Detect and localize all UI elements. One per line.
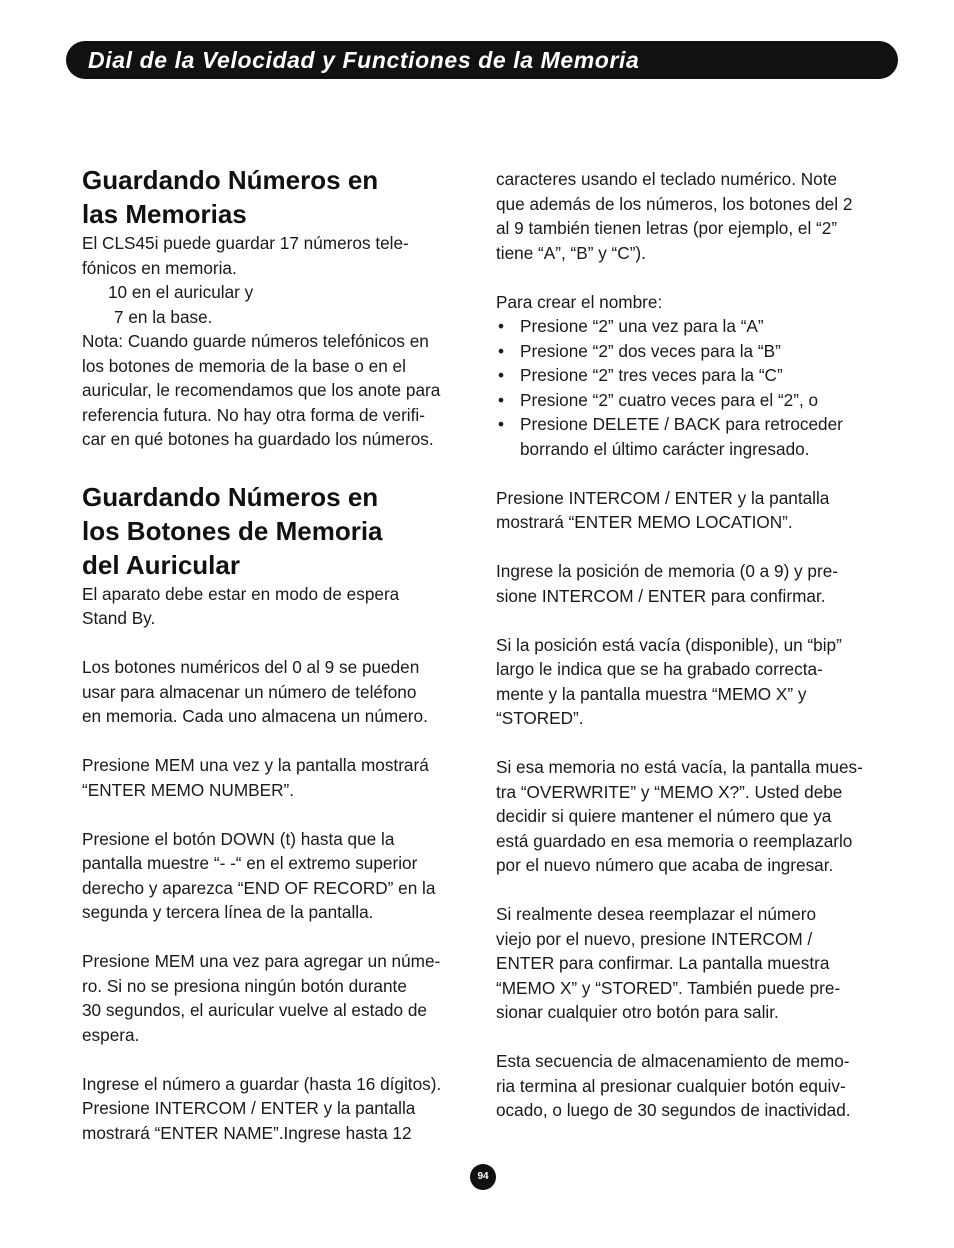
text-line: sione INTERCOM / ENTER para confirmar. — [496, 585, 826, 606]
paragraph-press-mem — [82, 753, 474, 802]
text-line: al 9 también tienen letras (por ejemplo, el “2” — [496, 218, 838, 238]
list-item: • Presione “2” tres veces para la “C” — [496, 363, 888, 388]
text-line: en memoria. Cada uno almacena un número. — [82, 706, 428, 726]
list-item: • Presione “2” una vez para la “A” — [496, 314, 888, 339]
text-line: ENTER para confirmar. La pantalla muestra — [496, 953, 830, 973]
paragraph-enter-memo-location — [496, 486, 888, 535]
text-line: Stand By. — [82, 608, 156, 628]
name-instructions-list — [496, 314, 888, 461]
text-line: mostrará “ENTER MEMO LOCATION”. — [496, 512, 793, 532]
paragraph-sequence-ends — [496, 1049, 888, 1123]
text-line: car en qué botones ha guardado los números. — [82, 429, 434, 449]
text-line: decidir si quiere mantener el número que ya — [496, 806, 832, 826]
text-line: El CLS45i puede guardar 17 números tele- — [82, 233, 409, 253]
text-line: Si esa memoria no está vacía, la pantalla mues- — [496, 757, 863, 777]
text-line: Si realmente desea reemplazar el número — [496, 904, 817, 924]
text-line: Ingrese la posición de memoria (0 a 9) y pre- — [496, 561, 838, 581]
right-column — [496, 167, 888, 1123]
text-line: El aparato debe estar en modo de espera — [82, 583, 400, 604]
text-line: largo le indica que se ha grabado correcta- — [496, 659, 823, 679]
paragraph-characters — [496, 167, 888, 265]
text-line: Presione INTERCOM / ENTER y la pantalla — [82, 1098, 416, 1118]
paragraph-nota — [82, 329, 474, 452]
text-line: está guardado en esa memoria o reemplazarlo — [496, 830, 853, 851]
heading-guardando-botones-auricular — [82, 480, 474, 582]
text-line: espera. — [82, 1024, 140, 1045]
page-number-badge: 94 — [470, 1164, 496, 1190]
heading-line: los Botones de Memoria — [82, 515, 383, 546]
text-line: auricular, le recomendamos que los anote para — [82, 380, 441, 400]
text-line: derecho y aparezca “END OF RECORD” en la — [82, 877, 436, 898]
paragraph-position-empty — [496, 633, 888, 731]
section-header-bar — [66, 41, 898, 79]
text-line: usar para almacenar un número de teléfono — [82, 681, 417, 702]
text-line: Presione el botón DOWN (t) hasta que la — [82, 828, 395, 849]
text-line: Presione DELETE / BACK para retroceder — [520, 414, 843, 434]
capacity-handset-line: 10 en el auricular y — [108, 282, 254, 302]
text-line: Esta secuencia de almacenamiento de memo- — [496, 1051, 850, 1071]
text-line: Presione MEM una vez y la pantalla mostrará — [82, 755, 429, 775]
text-line: ocado, o luego de 30 segundos de inactividad. — [496, 1100, 851, 1120]
text-line: caracteres usando el teclado numérico. Note — [496, 169, 838, 189]
heading-line: Guardando Números en — [82, 165, 379, 195]
text-line: Si la posición está vacía (disponible), un “bip” — [496, 634, 842, 655]
paragraph-add-number — [82, 949, 474, 1047]
text-line: viejo por el nuevo, presione INTERCOM / — [496, 928, 813, 949]
text-line: por el nuevo número que acaba de ingresar. — [496, 855, 834, 875]
text-line: Nota: Cuando guarde números telefónicos en — [82, 331, 429, 351]
text-line: pantalla muestre “- -“ en el extremo superior — [82, 853, 418, 873]
text-line: fónicos en memoria. — [82, 257, 237, 278]
text-line: Presione INTERCOM / ENTER y la pantalla — [496, 487, 830, 508]
text-line: referencia futura. No hay otra forma de verifi- — [82, 404, 425, 425]
paragraph-press-down — [82, 827, 474, 925]
list-item: • Presione “2” cuatro veces para el “2”, o — [496, 388, 888, 413]
capacity-base-line: 7 en la base. — [114, 306, 213, 327]
text-line: 30 segundos, el auricular vuelve al estado de — [82, 1000, 427, 1020]
text-line: “STORED”. — [496, 708, 584, 728]
text-line: mostrará “ENTER NAME”.Ingrese hasta 12 — [82, 1122, 412, 1143]
text-line: tra “OVERWRITE” y “MEMO X?”. Usted debe — [496, 781, 843, 802]
text-line: ria termina al presionar cualquier botón equiv- — [496, 1075, 846, 1096]
text-line: tiene “A”, “B” y “C”). — [496, 242, 646, 263]
text-line: Los botones numéricos del 0 al 9 se pueden — [82, 657, 420, 677]
paragraph-capacity — [82, 231, 474, 280]
list-item — [496, 412, 888, 461]
text-line: “MEMO X” y “STORED”. También puede pre- — [496, 977, 841, 998]
heading-line: las Memorias — [82, 199, 247, 229]
name-instructions-intro: Para crear el nombre: — [496, 291, 663, 312]
section-header-title: Dial de la Velocidad y Functiones de la Memoria — [88, 47, 640, 73]
text-line: segunda y tercera línea de la pantalla. — [82, 902, 374, 922]
text-line: que además de los números, los botones del 2 — [496, 193, 853, 214]
list-item: • Presione “2” dos veces para la “B” — [496, 339, 888, 364]
text-line: los botones de memoria de la base o en el — [82, 355, 406, 376]
text-line: Presione MEM una vez para agregar un núme- — [82, 951, 441, 971]
paragraph-enter-number — [82, 1072, 474, 1146]
paragraph-memory-position — [496, 559, 888, 608]
text-line: mente y la pantalla muestra “MEMO X” y — [496, 683, 807, 704]
text-line: borrando el último carácter ingresado. — [520, 438, 810, 459]
text-line: sionar cualquier otro botón para salir. — [496, 1002, 779, 1022]
text-line: ro. Si no se presiona ningún botón durante — [82, 975, 407, 996]
text-line: “ENTER MEMO NUMBER”. — [82, 779, 294, 800]
left-column — [82, 163, 474, 1145]
paragraph-overwrite — [496, 755, 888, 878]
text-line: Ingrese el número a guardar (hasta 16 dígitos). — [82, 1073, 442, 1094]
paragraph-standby — [82, 582, 474, 631]
heading-line: Guardando Números en — [82, 481, 379, 512]
paragraph-replace — [496, 902, 888, 1025]
heading-line: del Auricular — [82, 549, 240, 580]
heading-guardando-memorias — [82, 163, 474, 231]
paragraph-numeric-buttons — [82, 655, 474, 729]
